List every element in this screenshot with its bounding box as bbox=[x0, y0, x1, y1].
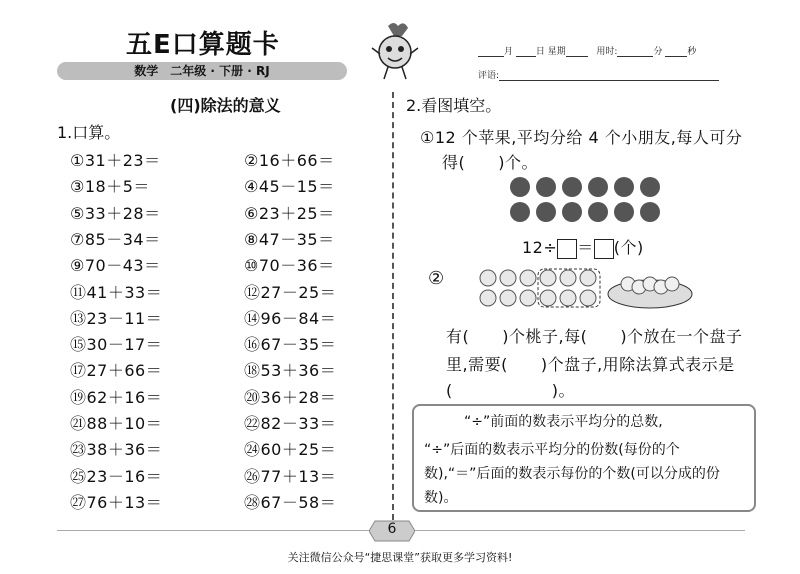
peaches-image bbox=[478, 268, 700, 312]
problem: ③18＋5＝ bbox=[70, 177, 150, 197]
peach-icon bbox=[665, 277, 679, 291]
problem: ⑲62＋16＝ bbox=[70, 387, 163, 407]
q2-line2: 里,需要( )个盘子,用除法算式表示是 bbox=[446, 355, 735, 374]
peach-icon bbox=[560, 270, 576, 286]
apple-icon bbox=[614, 177, 634, 197]
problem: ⑱53＋36＝ bbox=[244, 361, 337, 381]
tip-line2: “÷”后面的数表示平均分的份数(每份的个数),“＝”后面的数表示每份的个数(可以分成的份数)。 bbox=[424, 442, 720, 506]
problem: ㉖77＋13＝ bbox=[244, 466, 337, 486]
problem: ④45－15＝ bbox=[244, 177, 335, 197]
comment-field: 评语: bbox=[478, 68, 719, 81]
peach-icon bbox=[580, 270, 596, 286]
problem: ⑩70－36＝ bbox=[244, 256, 335, 276]
q2-line3: ( )。 bbox=[446, 381, 575, 400]
problem: ㉒82－33＝ bbox=[244, 414, 337, 433]
problem: ㉕23－16＝ bbox=[70, 466, 163, 486]
apple-icon bbox=[510, 202, 530, 222]
apple-icon bbox=[562, 177, 582, 197]
apple-icon bbox=[588, 177, 608, 197]
apple-icon bbox=[640, 202, 660, 222]
footer-text: 关注微信公众号“捷思课堂”获取更多学习资料! bbox=[287, 551, 513, 564]
answer-box[interactable] bbox=[594, 239, 614, 259]
date-field: 月 日 星期 用时: 分 秒 bbox=[478, 44, 696, 57]
peach-icon bbox=[500, 270, 516, 286]
q2-number: ② bbox=[428, 268, 445, 289]
peach-icon bbox=[580, 290, 596, 306]
apples-image bbox=[508, 175, 668, 225]
problem: ⑰27＋66＝ bbox=[70, 361, 163, 381]
problem: ⑭96－84＝ bbox=[244, 308, 337, 328]
problem: ②16＋66＝ bbox=[244, 151, 335, 170]
apple-icon bbox=[536, 202, 556, 222]
apple-icon bbox=[588, 202, 608, 222]
apple-icon bbox=[640, 177, 660, 197]
q1-equation: 12÷ ＝ (个) bbox=[522, 238, 644, 257]
mascot-icon bbox=[368, 20, 422, 84]
subtitle: 数学 二年级 · 下册 · RJ bbox=[134, 64, 270, 78]
problem: ⑬23－11＝ bbox=[70, 308, 163, 328]
apple-icon bbox=[562, 202, 582, 222]
problem: ㉗76＋13＝ bbox=[70, 492, 163, 512]
problem: ⑪41＋33＝ bbox=[70, 282, 163, 302]
tip-line1: “÷”前面的数表示平均分的总数, bbox=[464, 414, 663, 430]
problem: ㉑88＋10＝ bbox=[70, 414, 163, 433]
q1-line1: ①12 个苹果,平均分给 4 个小朋友,每人可分 bbox=[420, 128, 743, 147]
column-divider bbox=[392, 92, 394, 520]
problem: ①31＋23＝ bbox=[70, 151, 161, 170]
peach-icon bbox=[560, 290, 576, 306]
peach-icon bbox=[520, 290, 536, 306]
peach-icon bbox=[540, 270, 556, 286]
problem: ㉓38＋36＝ bbox=[70, 440, 163, 460]
problem: ⑮30－17＝ bbox=[70, 335, 163, 355]
peach-icon bbox=[480, 290, 496, 306]
left-heading: 1.口算。 bbox=[57, 123, 121, 142]
problem: ㉔60＋25＝ bbox=[244, 440, 337, 460]
answer-box[interactable] bbox=[557, 239, 577, 259]
problem: ⑤33＋28＝ bbox=[70, 203, 161, 223]
problem: ⑳36＋28＝ bbox=[244, 387, 337, 407]
problem: ⑨70－43＝ bbox=[70, 256, 161, 276]
peach-icon bbox=[500, 290, 516, 306]
subtitle-bar bbox=[57, 62, 347, 80]
apple-icon bbox=[536, 177, 556, 197]
tip-box bbox=[412, 404, 756, 512]
card-title: 五E口算题卡 bbox=[126, 30, 280, 60]
peach-icon bbox=[540, 290, 556, 306]
apple-icon bbox=[614, 202, 634, 222]
problem: ⑧47－35＝ bbox=[244, 229, 335, 249]
apple-icon bbox=[510, 177, 530, 197]
problem: ⑥23＋25＝ bbox=[244, 203, 335, 223]
page-number: 6 bbox=[387, 521, 397, 537]
q2-line1: 有( )个桃子,每( )个放在一个盘子 bbox=[446, 327, 743, 346]
peach-icon bbox=[480, 270, 496, 286]
problem: ⑦85－34＝ bbox=[70, 229, 161, 249]
problem: ⑫27－25＝ bbox=[244, 282, 337, 302]
section-title: (四)除法的意义 bbox=[170, 96, 281, 115]
q1-line2: 得( )个。 bbox=[442, 153, 538, 172]
right-heading: 2.看图填空。 bbox=[406, 96, 502, 115]
problem: ㉘67－58＝ bbox=[244, 492, 337, 512]
peach-icon bbox=[520, 270, 536, 286]
problem: ⑯67－35＝ bbox=[244, 335, 337, 355]
